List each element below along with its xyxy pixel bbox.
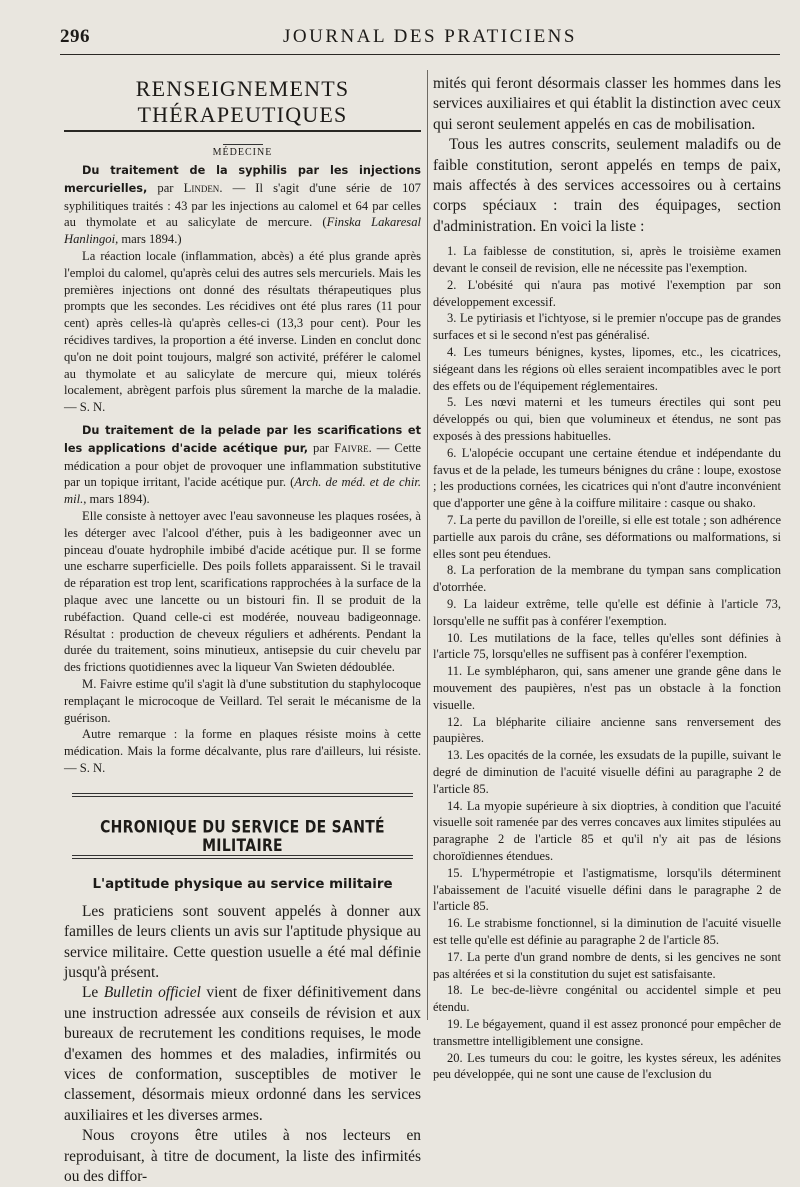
list-item: 1. La faiblesse de constitution, si, après le troisième examen devant le conseil de revision, elle ne nécessite pas l'exemption.: [433, 244, 781, 276]
list-item: 9. La laideur extrême, telle qu'elle est définie à l'article 73, lorsqu'elle ne suffit pas à conférer l'exemption.: [433, 596, 781, 628]
list-item: 2. L'obésité qui n'aura pas motivé l'exemption par son développement excessif.: [433, 277, 781, 309]
article-pelade-remark: Autre remarque : la forme en plaques résiste moins à cette médication. Mais la forme décalvante, plus rare d'ailleurs, lui résiste. — S. N.: [64, 727, 421, 775]
left-column: [64, 70, 421, 1187]
list-item: 6. L'alopécie occupant une certaine étendue et indépendante du favus et de la pelade, les tumeurs bénignes du crâne : loupe, exostose ; les productions cornées, les cicatrices qui n'ont d'autre inconvénient que d'apporter une gêne à la coiffure militaire : casque ou shako.: [433, 445, 781, 511]
column-divider: [427, 70, 428, 1020]
chronicle-paragraph-1: Les praticiens sont souvent appelés à donner aux familles de leurs clients un avis sur l'aptitude physique au service militaire. Cette question usuelle a été mal définie jusqu'à présent.: [64, 902, 421, 981]
bulletin-officiel: Bulletin officiel: [103, 984, 201, 1002]
article-pelade-source: Arch. de méd. et de chir. mil.: [64, 475, 421, 507]
article-pelade-text: . — Cette médication a pour objet de provoquer une inflammation substitutive par un topique irritant, l'acide acétique pur. (: [64, 440, 421, 490]
article-syphilis-author: Linden: [183, 180, 220, 195]
chronicle-p2-rest: vient de fixer définitivement dans une instruction adressée aux conseils de révision et aux bureaux de recrutement les conditions requises, le mode d'examen des hommes et des maladies, infirmités ou vices de conformation, susceptibles de motiver le classement, désormais mieux ordonné dans les services auxiliaires et les diverses armes.: [64, 984, 421, 1124]
list-item: 8. La perforation de la membrane du tympan sans complication d'otorrhée.: [433, 563, 781, 595]
article-syphilis-text: . — Il s'agit d'une série de 107 syphilitiques traités : 43 par les injections au calomel et 64 par celles au thymolate et au salicylate de mercure. (: [64, 180, 421, 230]
article-syphilis-intro: [64, 162, 421, 248]
article-syphilis-by: par: [147, 180, 184, 195]
list-item: 18. Le bec-de-lièvre congénital ou accidentel simple et peu étendu.: [433, 983, 781, 1015]
list-item: 14. La myopie supérieure à six dioptries, à condition que l'acuité visuelle soit ramenée par des verres concaves aux limites stipulées au paragraphe 2 de l'article 85 et qu'il n'y ait pas de lésions choroïdiennes étendues.: [433, 798, 781, 863]
list-item: 5. Les nœvi materni et les tumeurs érectiles qui sont peu développés ou qui, bien que volumineux et étendus, ne sont pas exposés à des pressions habituelles.: [433, 395, 781, 444]
continued-paragraph: mités qui feront désormais classer les hommes dans les services auxiliaires et qui établit la distinction avec ceux qui seront seulement appelés en cas de mobilisation.: [433, 75, 781, 133]
list-item: 13. Les opacités de la cornée, les exsudats de la pupille, suivant le degré de diminution de l'acuité visuelle défini au paragraphe 2 de l'article 85.: [433, 748, 781, 796]
section-title: RENSEIGNEMENTS THÉRAPEUTIQUES: [64, 76, 421, 132]
list-item: 12. La blépharite ciliaire ancienne sans renversement des paupières.: [433, 714, 781, 746]
chronicle-p2-start: Le: [82, 984, 104, 1002]
conscripts-paragraph: Tous les autres conscrits, seulement maladifs ou de faible constitution, seront appelés en temps de paix, mais affectés à des services accessoires ou à certains corps spéciaux : train des équipages, section d'administration. En voici la liste :: [433, 136, 781, 235]
list-item: 11. Le symblépharon, qui, sans amener une grande gêne dans le mouvement des paupières, n'est pas un obstacle à la fonction visuelle.: [433, 664, 781, 712]
chronicle-title: CHRONIQUE DU SERVICE DE SANTÉ MILITAIRE: [100, 817, 385, 856]
article-syphilis-body: La réaction locale (inflammation, abcès) a été plus grande après l'emploi du calomel, qu'après celui des autres sels mercuriels. Mais les premières injections ont donné des résultats thérapeutiques plus prompts que les secondes. Les récidives ont été plus rares (11 pour cent) après celles-là qu'après celles-ci (13,3 pour cent). Pour les récidives tardives, la proportion a été inverse. Linden en conclut donc qu'on ne doit point toujours, malgré son activité, préférer le calomel au thymolate et au salicylate de mercure qui, mieux tolérés localement, abrègent parfois plus sûrement la marche de la maladie. — S. N.: [64, 248, 421, 415]
aptitude-title: L'aptitude physique au service militaire: [92, 876, 393, 892]
right-column: [433, 74, 781, 1083]
list-item: 15. L'hypermétropie et l'astigmatisme, lorsqu'ils déterminent l'abaissement de l'acuité visuelle défini dans le paragraphe 2 de l'article 85.: [433, 865, 781, 914]
chronicle-paragraph-2: [64, 983, 421, 1126]
list-item: 3. Le pytiriasis et l'ichtyose, si le premier n'occupe pas de grandes surfaces et si le second n'est pas généralisé.: [433, 311, 781, 343]
chronicle-paragraph-3: Nous croyons être utiles à nos lecteurs en reproduisant, à titre de document, la liste des infirmités ou des diffor-: [64, 1127, 421, 1185]
article-syphilis-title: Du traitement de la syphilis par les injections mercurielles,: [64, 164, 421, 195]
list-item: 17. La perte d'un grand nombre de dents, si les gencives ne sont pas altérées et si la constitution du sujet est satisfaisante.: [433, 949, 781, 981]
list-item: 20. Les tumeurs du cou: le goitre, les kystes séreux, les adénites peu développée, qui ne sont une cause de l'exclusion du: [433, 1050, 781, 1082]
subsection-rule: [223, 144, 263, 145]
infirmity-list: [433, 243, 781, 1083]
article-pelade-body: Elle consiste à nettoyer avec l'eau savonneuse les plaques rosées, à les déterger avec l'alcool d'éther, puis à les badigeonner avec un pinceau d'ouate hydrophile imbibé d'acide acétique pur. Il se forme une escharre superficielle. Des poils follets apparaissent. Si le travail de réparation est trop lent, scarifications rapprochées à la surface de la plaque avec une lancette ou un bistouri fin. Il se produit de la rubéfaction. Quand celle-ci est modérée, nouveau badigeonnage. Résultat : production de cheveux réguliers et adhérents. Pendant la durée du traitement, soins minutieux, antisepsie du cuir chevelu par des frictions quotidiennes avec la liqueur Van Swieten dédoublée.: [64, 508, 421, 675]
header-rule: [60, 54, 780, 55]
chronicle-rule-top: [72, 793, 413, 797]
article-pelade-date: , mars 1894).: [83, 492, 150, 507]
list-item: 16. Le strabisme fonctionnel, si la diminution de l'acuité visuelle est telle qu'elle est définie au paragraphe 2 de l'article 85.: [433, 916, 781, 947]
journal-title: JOURNAL DES PRATICIENS: [283, 26, 577, 47]
article-pelade-faivre: M. Faivre estime qu'il s'agit là d'une substitution du staphylocoque remplaçant le microcoque de Veillard. Tel serait le mécanisme de la guérison.: [64, 676, 421, 725]
article-syphilis-source: Finska Lakaresal Hanlingoi: [64, 215, 421, 247]
article-pelade-author: Faivre: [334, 440, 369, 455]
subsection-label: MÉDECINE: [212, 147, 273, 158]
subsection-title: [64, 144, 421, 158]
list-item: 19. Le bégayement, quand il est assez prononcé pour empêcher de transmettre intelligiblement une consigne.: [433, 1016, 781, 1048]
list-item: 4. Les tumeurs bénignes, kystes, lipomes, etc., les cicatrices, siégeant dans les régions où elles seraient incompatibles avec le port des effets ou de l'équipement réglementaires.: [433, 345, 781, 393]
article-pelade-title: Du traitement de la pelade par les scarifications et les applications d'acide acétique pur,: [64, 423, 421, 455]
article-pelade-intro: [64, 422, 421, 508]
page-number: 296: [60, 26, 90, 47]
list-item: 10. Les mutilations de la face, telles qu'elles sont définies à l'article 75, lorsqu'elles ne suffisent pas à conférer l'exemption.: [433, 630, 781, 662]
article-pelade-by: par: [308, 440, 335, 455]
list-item: 7. La perte du pavillon de l'oreille, si elle est totale ; son adhérence partielle aux parois du crâne, ses déformations ou malformations, si elles sont peu étendues.: [433, 513, 781, 561]
article-syphilis-date: , mars 1894.): [115, 232, 182, 247]
